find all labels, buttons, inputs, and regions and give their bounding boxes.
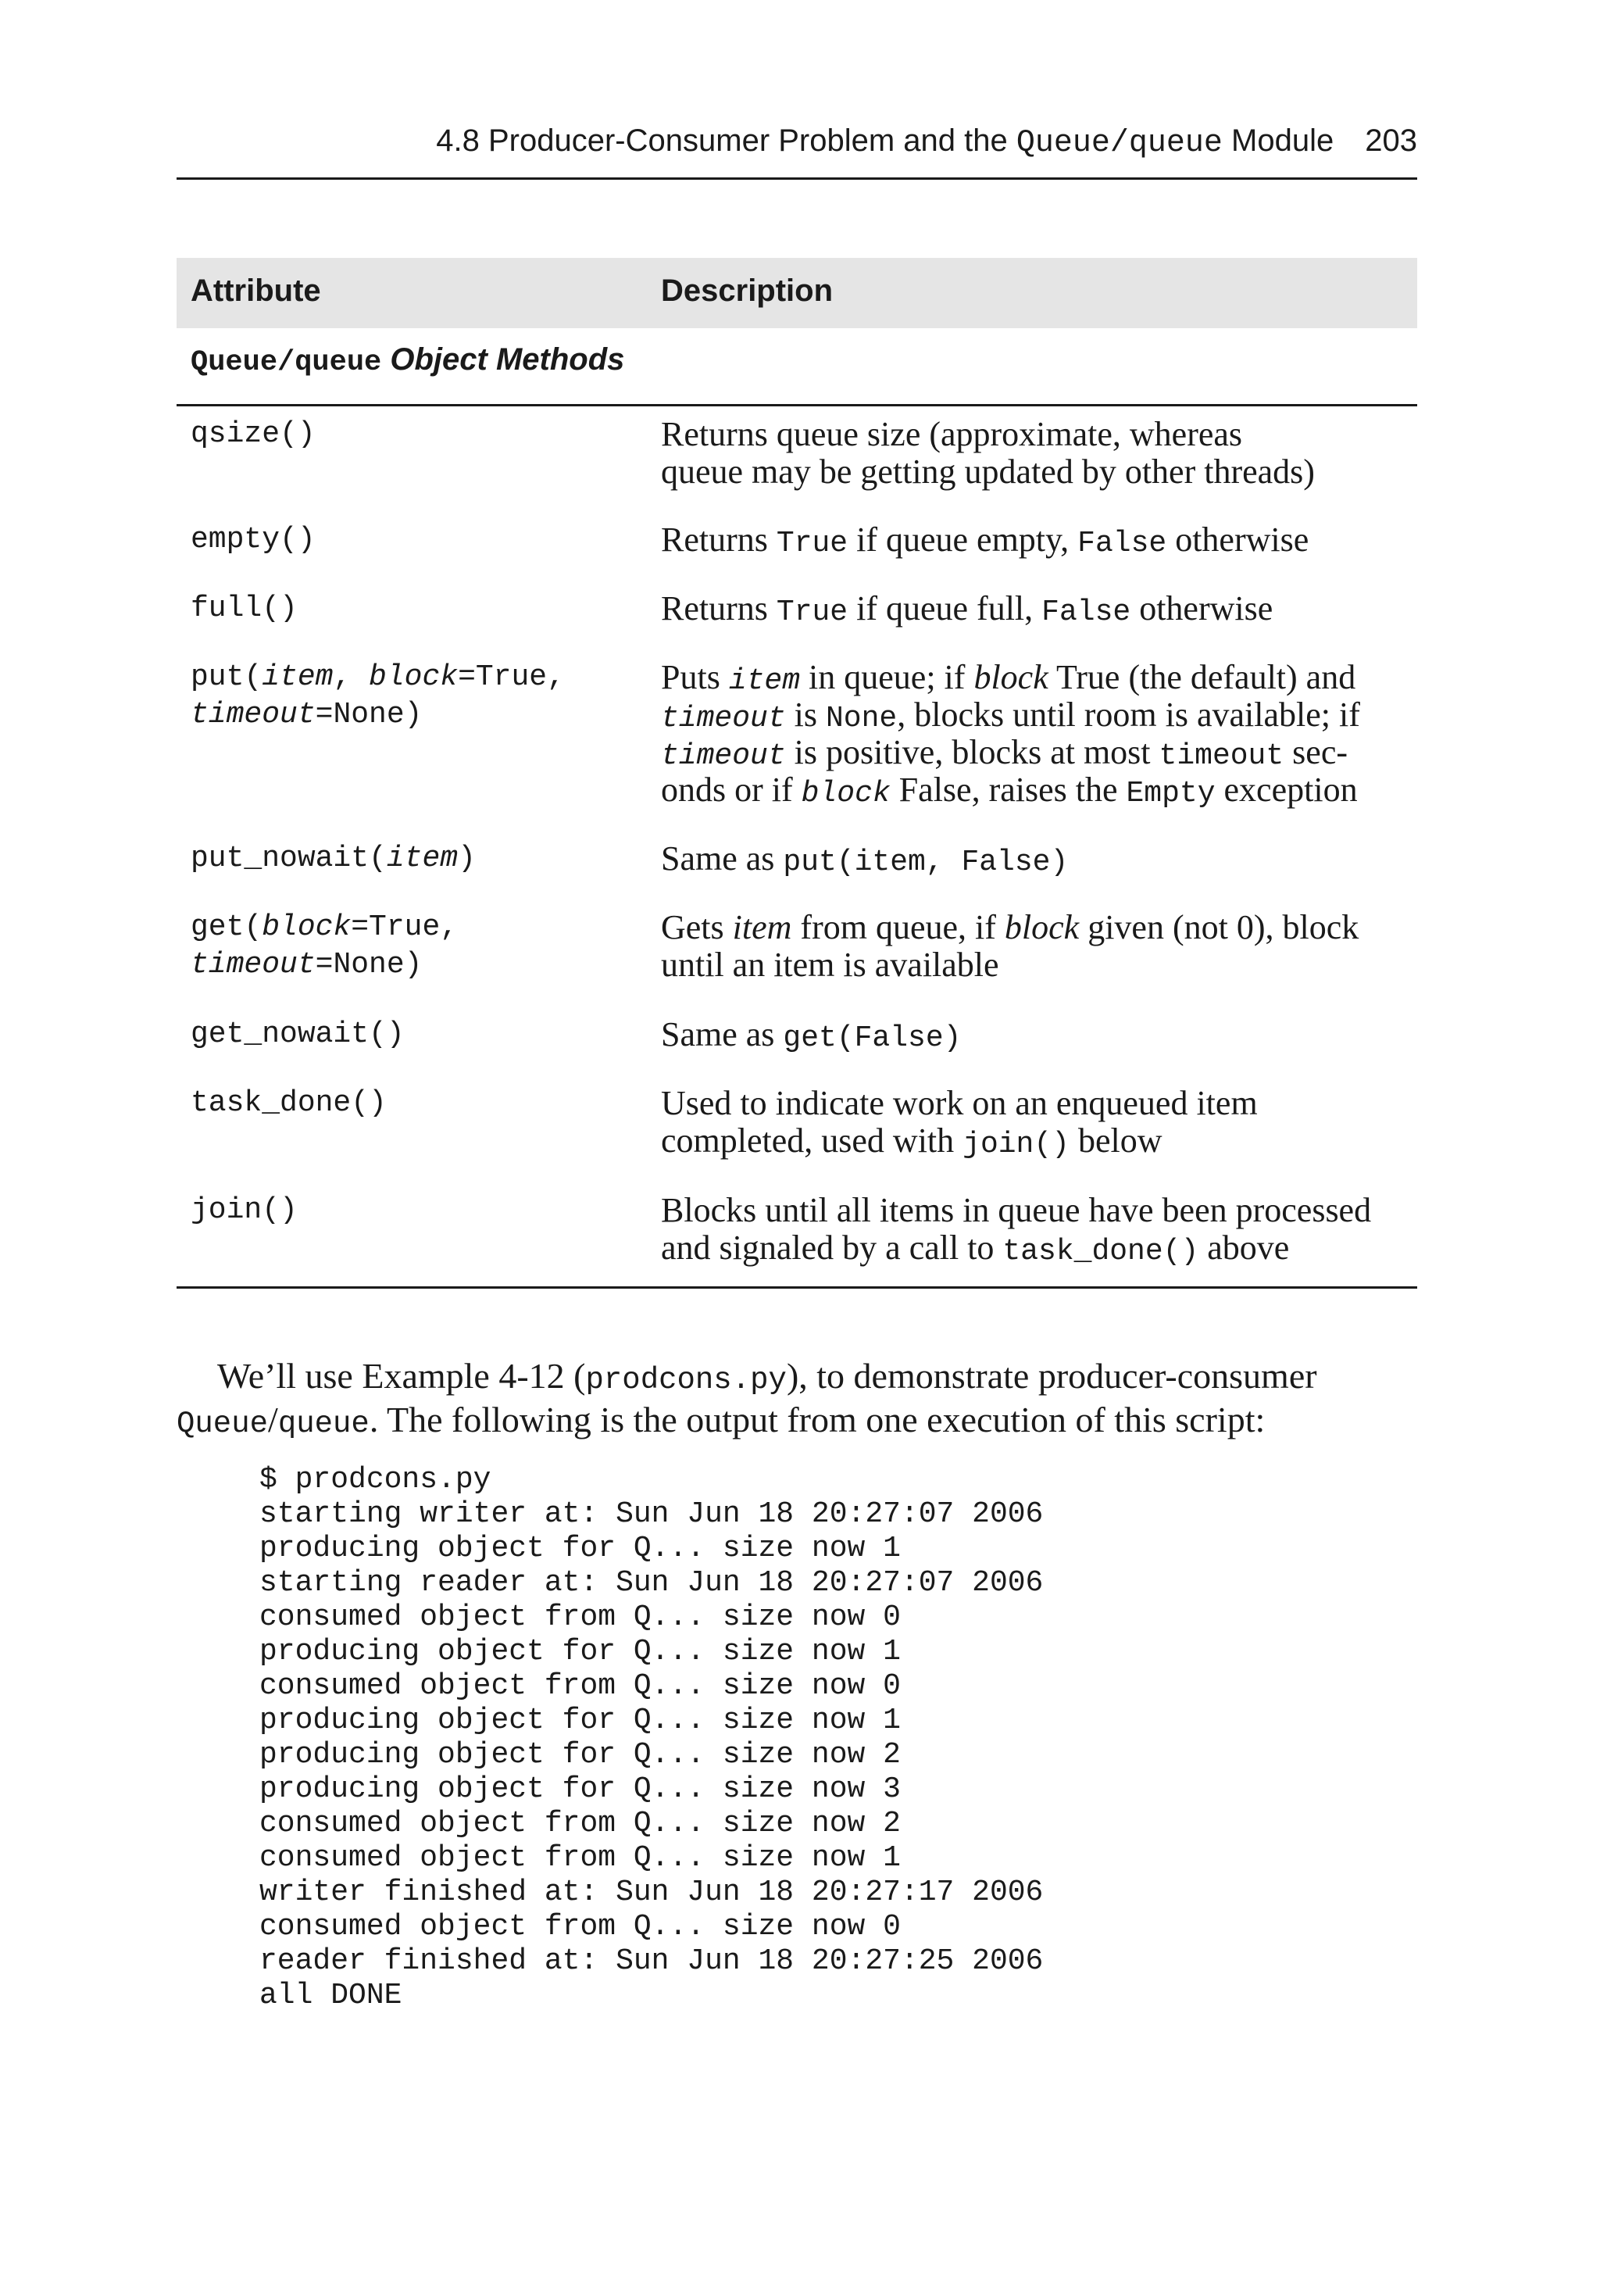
column-header-description: Description <box>661 274 834 308</box>
attribute-cell: put_nowait(item) <box>191 842 476 875</box>
description-line: timeout is positive, blocks at most timeout sec- <box>661 733 1348 773</box>
paragraph-line: We’ll use Example 4-12 (prodcons.py), to demonstrate producer-consumer <box>217 1356 1317 1397</box>
description-line: Returns True if queue empty, False otherwise <box>661 520 1309 560</box>
attribute-cell: get(block=True, <box>191 910 459 944</box>
description-line: and signaled by a call to task_done() above <box>661 1228 1290 1268</box>
code-line: producing object for Q... size now 1 <box>259 1635 901 1668</box>
section-title <box>191 342 624 379</box>
description-line: Returns queue size (approximate, whereas <box>661 415 1243 453</box>
header-section-title: 4.8 Producer-Consumer Problem and the <box>436 123 1016 158</box>
header-module-code: Queue/queue <box>1016 126 1223 161</box>
description-line: Same as get(False) <box>661 1015 962 1055</box>
attribute-cell: put(item, block=True, <box>191 660 565 694</box>
attribute-cell: task_done() <box>191 1086 387 1120</box>
code-line: reader finished at: Sun Jun 18 20:27:25 2006 <box>259 1944 1044 1978</box>
attribute-cell: empty() <box>191 523 316 556</box>
code-line: consumed object from Q... size now 0 <box>259 1910 901 1944</box>
code-line: consumed object from Q... size now 0 <box>259 1669 901 1703</box>
attribute-cell: get_nowait() <box>191 1017 405 1051</box>
header-suffix: Module <box>1222 123 1334 158</box>
attribute-cell-continued: timeout=None) <box>191 698 423 731</box>
section-label: Object Methods <box>390 342 625 377</box>
description-line: timeout is None, blocks until room is available; if <box>661 696 1360 735</box>
description-line: completed, used with join() below <box>661 1121 1162 1161</box>
attribute-cell: qsize() <box>191 417 316 451</box>
section-code: Queue/queue <box>191 346 382 379</box>
code-line: producing object for Q... size now 1 <box>259 1532 901 1565</box>
code-line: $ prodcons.py <box>259 1463 491 1497</box>
description-line: Gets item from queue, if block given (not 0), block <box>661 908 1359 946</box>
code-line: starting reader at: Sun Jun 18 20:27:07 2006 <box>259 1566 1044 1600</box>
code-line: starting writer at: Sun Jun 18 20:27:07 2006 <box>259 1497 1044 1531</box>
running-header <box>177 117 1417 180</box>
description-line: Puts item in queue; if block True (the default) and <box>661 658 1356 698</box>
description-line: queue may be getting updated by other threads) <box>661 452 1315 491</box>
code-line: producing object for Q... size now 3 <box>259 1772 901 1806</box>
paragraph-line: Queue/queue. The following is the output from one execution of this script: <box>177 1400 1266 1441</box>
attribute-cell: full() <box>191 592 298 625</box>
header-line <box>436 123 1417 161</box>
column-header-attribute: Attribute <box>191 274 321 308</box>
description-line: Returns True if queue full, False otherwise <box>661 589 1273 629</box>
attribute-cell-continued: timeout=None) <box>191 948 423 982</box>
code-line: consumed object from Q... size now 2 <box>259 1807 901 1840</box>
code-line: all DONE <box>259 1979 402 2012</box>
code-line: consumed object from Q... size now 1 <box>259 1841 901 1875</box>
page-number: 203 <box>1365 123 1417 158</box>
table-section-row <box>177 328 1417 406</box>
code-output-block <box>259 1463 1043 2013</box>
description-line: Blocks until all items in queue have been processed <box>661 1191 1372 1229</box>
code-line: consumed object from Q... size now 0 <box>259 1600 901 1634</box>
code-line: producing object for Q... size now 2 <box>259 1738 901 1772</box>
table-bottom-rule <box>177 1286 1417 1289</box>
code-line: writer finished at: Sun Jun 18 20:27:17 2006 <box>259 1876 1044 1909</box>
table-header <box>177 258 1417 328</box>
description-line: onds or if block False, raises the Empty exception <box>661 771 1358 810</box>
description-line: until an item is available <box>661 946 999 984</box>
queue-methods-table <box>177 258 1417 1268</box>
attribute-cell: join() <box>191 1193 298 1227</box>
description-line: Used to indicate work on an enqueued item <box>661 1084 1258 1122</box>
description-line: Same as put(item, False) <box>661 839 1069 879</box>
code-line: producing object for Q... size now 1 <box>259 1704 901 1737</box>
